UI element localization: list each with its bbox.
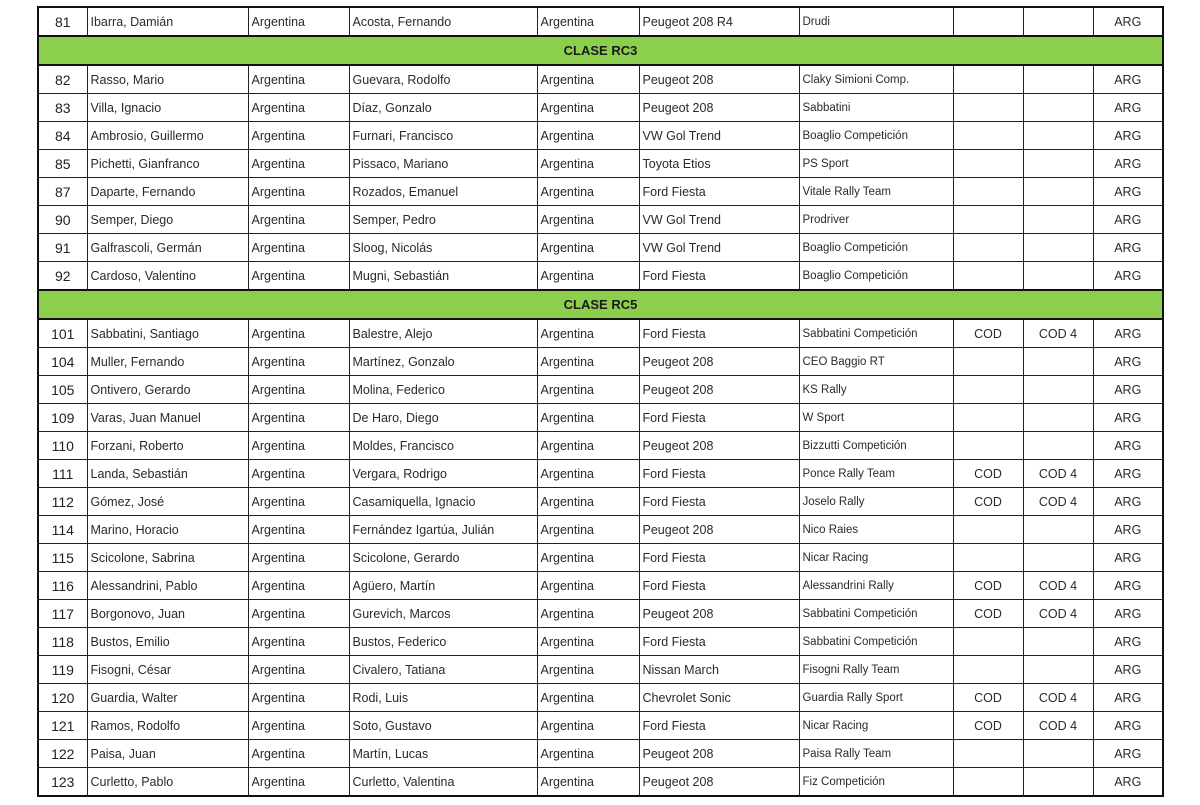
codriver-nationality: Argentina xyxy=(537,628,639,656)
codriver-name: Civalero, Tatiana xyxy=(349,656,537,684)
driver-nationality: Argentina xyxy=(248,656,349,684)
country-code: ARG xyxy=(1093,516,1163,544)
car-number: 109 xyxy=(38,404,87,432)
codriver-name: Vergara, Rodrigo xyxy=(349,460,537,488)
car-number: 91 xyxy=(38,234,87,262)
codriver-name: Balestre, Alejo xyxy=(349,319,537,348)
team-name: Vitale Rally Team xyxy=(799,178,953,206)
car-model: Peugeot 208 xyxy=(639,740,799,768)
entry-row xyxy=(38,376,1163,404)
car-model: VW Gol Trend xyxy=(639,122,799,150)
codriver-nationality: Argentina xyxy=(537,234,639,262)
driver-nationality: Argentina xyxy=(248,178,349,206)
team-name: Sabbatini Competición xyxy=(799,628,953,656)
entry-list-table xyxy=(37,6,1164,797)
car-model: Peugeot 208 xyxy=(639,432,799,460)
car-model: Ford Fiesta xyxy=(639,404,799,432)
codriver-name: Moldes, Francisco xyxy=(349,432,537,460)
cod4-flag xyxy=(1023,516,1093,544)
codriver-name: Agüero, Martín xyxy=(349,572,537,600)
car-model: Ford Fiesta xyxy=(639,488,799,516)
country-code: ARG xyxy=(1093,262,1163,291)
car-model: Peugeot 208 xyxy=(639,768,799,797)
country-code: ARG xyxy=(1093,572,1163,600)
cod-flag xyxy=(953,376,1023,404)
driver-nationality: Argentina xyxy=(248,376,349,404)
codriver-nationality: Argentina xyxy=(537,768,639,797)
driver-nationality: Argentina xyxy=(248,94,349,122)
entry-list-body xyxy=(38,7,1163,796)
driver-nationality: Argentina xyxy=(248,572,349,600)
codriver-nationality: Argentina xyxy=(537,516,639,544)
cod4-flag xyxy=(1023,544,1093,572)
entry-row xyxy=(38,544,1163,572)
country-code: ARG xyxy=(1093,234,1163,262)
cod4-flag xyxy=(1023,348,1093,376)
country-code: ARG xyxy=(1093,7,1163,36)
codriver-name: Acosta, Fernando xyxy=(349,7,537,36)
car-number: 84 xyxy=(38,122,87,150)
entry-row xyxy=(38,768,1163,797)
cod4-flag xyxy=(1023,94,1093,122)
driver-nationality: Argentina xyxy=(248,628,349,656)
driver-nationality: Argentina xyxy=(248,544,349,572)
cod-flag: COD xyxy=(953,572,1023,600)
car-number: 117 xyxy=(38,600,87,628)
entry-row xyxy=(38,600,1163,628)
team-name: Guardia Rally Sport xyxy=(799,684,953,712)
cod4-flag xyxy=(1023,656,1093,684)
car-model: Ford Fiesta xyxy=(639,628,799,656)
cod4-flag: COD 4 xyxy=(1023,460,1093,488)
cod-flag xyxy=(953,432,1023,460)
team-name: Nicar Racing xyxy=(799,712,953,740)
entry-row xyxy=(38,460,1163,488)
driver-name: Bustos, Emilio xyxy=(87,628,248,656)
cod4-flag xyxy=(1023,768,1093,797)
driver-name: Guardia, Walter xyxy=(87,684,248,712)
cod4-flag xyxy=(1023,122,1093,150)
country-code: ARG xyxy=(1093,150,1163,178)
country-code: ARG xyxy=(1093,122,1163,150)
cod-flag xyxy=(953,206,1023,234)
cod-flag: COD xyxy=(953,600,1023,628)
country-code: ARG xyxy=(1093,348,1163,376)
cod4-flag: COD 4 xyxy=(1023,488,1093,516)
cod-flag xyxy=(953,150,1023,178)
cod4-flag xyxy=(1023,628,1093,656)
codriver-name: Rodi, Luis xyxy=(349,684,537,712)
codriver-nationality: Argentina xyxy=(537,7,639,36)
cod-flag: COD xyxy=(953,460,1023,488)
class-label: CLASE RC3 xyxy=(38,36,1163,65)
team-name: KS Rally xyxy=(799,376,953,404)
cod4-flag xyxy=(1023,7,1093,36)
country-code: ARG xyxy=(1093,740,1163,768)
car-number: 101 xyxy=(38,319,87,348)
entry-row xyxy=(38,122,1163,150)
team-name: Drudi xyxy=(799,7,953,36)
team-name: Paisa Rally Team xyxy=(799,740,953,768)
driver-name: Daparte, Fernando xyxy=(87,178,248,206)
cod4-flag xyxy=(1023,376,1093,404)
team-name: Sabbatini Competición xyxy=(799,319,953,348)
country-code: ARG xyxy=(1093,488,1163,516)
car-number: 123 xyxy=(38,768,87,797)
car-model: Ford Fiesta xyxy=(639,572,799,600)
driver-name: Curletto, Pablo xyxy=(87,768,248,797)
class-label: CLASE RC5 xyxy=(38,290,1163,319)
entry-row xyxy=(38,572,1163,600)
country-code: ARG xyxy=(1093,712,1163,740)
cod4-flag xyxy=(1023,234,1093,262)
driver-name: Paisa, Juan xyxy=(87,740,248,768)
driver-name: Cardoso, Valentino xyxy=(87,262,248,291)
driver-name: Villa, Ignacio xyxy=(87,94,248,122)
driver-name: Semper, Diego xyxy=(87,206,248,234)
car-number: 122 xyxy=(38,740,87,768)
driver-name: Fisogni, César xyxy=(87,656,248,684)
car-model: Peugeot 208 R4 xyxy=(639,7,799,36)
cod-flag xyxy=(953,516,1023,544)
country-code: ARG xyxy=(1093,404,1163,432)
entry-row xyxy=(38,234,1163,262)
cod4-flag: COD 4 xyxy=(1023,684,1093,712)
codriver-name: Casamiquella, Ignacio xyxy=(349,488,537,516)
codriver-nationality: Argentina xyxy=(537,319,639,348)
entry-row xyxy=(38,656,1163,684)
codriver-nationality: Argentina xyxy=(537,572,639,600)
driver-nationality: Argentina xyxy=(248,768,349,797)
country-code: ARG xyxy=(1093,460,1163,488)
codriver-name: Soto, Gustavo xyxy=(349,712,537,740)
codriver-name: Scicolone, Gerardo xyxy=(349,544,537,572)
codriver-nationality: Argentina xyxy=(537,150,639,178)
car-number: 114 xyxy=(38,516,87,544)
country-code: ARG xyxy=(1093,319,1163,348)
car-number: 118 xyxy=(38,628,87,656)
driver-name: Ambrosio, Guillermo xyxy=(87,122,248,150)
entry-row xyxy=(38,7,1163,36)
cod4-flag xyxy=(1023,65,1093,94)
codriver-nationality: Argentina xyxy=(537,544,639,572)
driver-name: Marino, Horacio xyxy=(87,516,248,544)
driver-nationality: Argentina xyxy=(248,7,349,36)
car-model: Toyota Etios xyxy=(639,150,799,178)
country-code: ARG xyxy=(1093,432,1163,460)
driver-nationality: Argentina xyxy=(248,600,349,628)
entry-row xyxy=(38,712,1163,740)
cod4-flag xyxy=(1023,740,1093,768)
codriver-name: Sloog, Nicolás xyxy=(349,234,537,262)
team-name: Joselo Rally xyxy=(799,488,953,516)
driver-nationality: Argentina xyxy=(248,262,349,291)
country-code: ARG xyxy=(1093,684,1163,712)
team-name: Alessandrini Rally xyxy=(799,572,953,600)
car-number: 90 xyxy=(38,206,87,234)
country-code: ARG xyxy=(1093,628,1163,656)
entry-row xyxy=(38,740,1163,768)
codriver-nationality: Argentina xyxy=(537,432,639,460)
driver-name: Ontivero, Gerardo xyxy=(87,376,248,404)
cod-flag: COD xyxy=(953,488,1023,516)
cod-flag xyxy=(953,178,1023,206)
car-model: Peugeot 208 xyxy=(639,94,799,122)
entry-row xyxy=(38,404,1163,432)
team-name: Sabbatini xyxy=(799,94,953,122)
codriver-name: Curletto, Valentina xyxy=(349,768,537,797)
cod-flag: COD xyxy=(953,684,1023,712)
entry-row xyxy=(38,319,1163,348)
driver-nationality: Argentina xyxy=(248,404,349,432)
car-number: 81 xyxy=(38,7,87,36)
entry-row xyxy=(38,432,1163,460)
team-name: Fiz Competición xyxy=(799,768,953,797)
country-code: ARG xyxy=(1093,65,1163,94)
codriver-nationality: Argentina xyxy=(537,684,639,712)
team-name: Nico Raies xyxy=(799,516,953,544)
codriver-name: Semper, Pedro xyxy=(349,206,537,234)
team-name: CEO Baggio RT xyxy=(799,348,953,376)
cod-flag xyxy=(953,65,1023,94)
driver-name: Borgonovo, Juan xyxy=(87,600,248,628)
car-model: Nissan March xyxy=(639,656,799,684)
cod4-flag xyxy=(1023,178,1093,206)
codriver-name: Mugni, Sebastián xyxy=(349,262,537,291)
cod4-flag: COD 4 xyxy=(1023,572,1093,600)
codriver-name: Pissaco, Mariano xyxy=(349,150,537,178)
car-model: Ford Fiesta xyxy=(639,712,799,740)
cod4-flag xyxy=(1023,404,1093,432)
driver-name: Ramos, Rodolfo xyxy=(87,712,248,740)
car-number: 121 xyxy=(38,712,87,740)
car-number: 85 xyxy=(38,150,87,178)
codriver-name: De Haro, Diego xyxy=(349,404,537,432)
cod-flag: COD xyxy=(953,712,1023,740)
entry-row xyxy=(38,488,1163,516)
driver-nationality: Argentina xyxy=(248,712,349,740)
entry-row xyxy=(38,516,1163,544)
car-model: Ford Fiesta xyxy=(639,262,799,291)
driver-nationality: Argentina xyxy=(248,234,349,262)
cod-flag xyxy=(953,94,1023,122)
codriver-name: Rozados, Emanuel xyxy=(349,178,537,206)
codriver-name: Martín, Lucas xyxy=(349,740,537,768)
car-model: VW Gol Trend xyxy=(639,234,799,262)
team-name: Ponce Rally Team xyxy=(799,460,953,488)
car-number: 104 xyxy=(38,348,87,376)
codriver-nationality: Argentina xyxy=(537,712,639,740)
car-number: 115 xyxy=(38,544,87,572)
country-code: ARG xyxy=(1093,178,1163,206)
car-model: Peugeot 208 xyxy=(639,65,799,94)
cod4-flag: COD 4 xyxy=(1023,600,1093,628)
team-name: Claky Simioni Comp. xyxy=(799,65,953,94)
cod-flag xyxy=(953,7,1023,36)
entry-row xyxy=(38,150,1163,178)
country-code: ARG xyxy=(1093,656,1163,684)
cod-flag xyxy=(953,544,1023,572)
team-name: Boaglio Competición xyxy=(799,122,953,150)
car-model: Peugeot 208 xyxy=(639,376,799,404)
driver-name: Gómez, José xyxy=(87,488,248,516)
driver-nationality: Argentina xyxy=(248,740,349,768)
driver-name: Landa, Sebastián xyxy=(87,460,248,488)
codriver-name: Bustos, Federico xyxy=(349,628,537,656)
class-header-row xyxy=(38,36,1163,65)
team-name: Boaglio Competición xyxy=(799,262,953,291)
driver-nationality: Argentina xyxy=(248,319,349,348)
cod-flag xyxy=(953,740,1023,768)
driver-nationality: Argentina xyxy=(248,150,349,178)
entry-row xyxy=(38,206,1163,234)
driver-nationality: Argentina xyxy=(248,122,349,150)
entry-row xyxy=(38,684,1163,712)
car-number: 119 xyxy=(38,656,87,684)
cod-flag xyxy=(953,348,1023,376)
driver-nationality: Argentina xyxy=(248,206,349,234)
codriver-nationality: Argentina xyxy=(537,206,639,234)
codriver-nationality: Argentina xyxy=(537,122,639,150)
car-number: 82 xyxy=(38,65,87,94)
driver-nationality: Argentina xyxy=(248,432,349,460)
team-name: Sabbatini Competición xyxy=(799,600,953,628)
car-number: 92 xyxy=(38,262,87,291)
codriver-nationality: Argentina xyxy=(537,262,639,291)
driver-name: Galfrascoli, Germán xyxy=(87,234,248,262)
car-model: VW Gol Trend xyxy=(639,206,799,234)
cod4-flag xyxy=(1023,432,1093,460)
entry-row xyxy=(38,94,1163,122)
codriver-name: Gurevich, Marcos xyxy=(349,600,537,628)
car-number: 83 xyxy=(38,94,87,122)
codriver-name: Fernández Igartúa, Julián xyxy=(349,516,537,544)
cod-flag xyxy=(953,404,1023,432)
car-model: Peugeot 208 xyxy=(639,516,799,544)
entry-row xyxy=(38,178,1163,206)
driver-name: Muller, Fernando xyxy=(87,348,248,376)
driver-name: Ibarra, Damián xyxy=(87,7,248,36)
cod-flag xyxy=(953,628,1023,656)
team-name: Bizzutti Competición xyxy=(799,432,953,460)
car-model: Peugeot 208 xyxy=(639,600,799,628)
codriver-nationality: Argentina xyxy=(537,600,639,628)
cod-flag xyxy=(953,262,1023,291)
driver-nationality: Argentina xyxy=(248,488,349,516)
team-name: PS Sport xyxy=(799,150,953,178)
driver-nationality: Argentina xyxy=(248,516,349,544)
codriver-name: Guevara, Rodolfo xyxy=(349,65,537,94)
car-number: 111 xyxy=(38,460,87,488)
codriver-nationality: Argentina xyxy=(537,740,639,768)
driver-nationality: Argentina xyxy=(248,348,349,376)
cod-flag xyxy=(953,656,1023,684)
driver-nationality: Argentina xyxy=(248,65,349,94)
codriver-nationality: Argentina xyxy=(537,348,639,376)
codriver-name: Furnari, Francisco xyxy=(349,122,537,150)
car-number: 112 xyxy=(38,488,87,516)
codriver-nationality: Argentina xyxy=(537,404,639,432)
driver-name: Forzani, Roberto xyxy=(87,432,248,460)
cod4-flag xyxy=(1023,262,1093,291)
team-name: Boaglio Competición xyxy=(799,234,953,262)
entry-row xyxy=(38,348,1163,376)
car-model: Ford Fiesta xyxy=(639,544,799,572)
codriver-nationality: Argentina xyxy=(537,178,639,206)
entry-row xyxy=(38,262,1163,291)
class-header-row xyxy=(38,290,1163,319)
driver-name: Pichetti, Gianfranco xyxy=(87,150,248,178)
cod-flag xyxy=(953,122,1023,150)
team-name: Prodriver xyxy=(799,206,953,234)
codriver-name: Martínez, Gonzalo xyxy=(349,348,537,376)
country-code: ARG xyxy=(1093,768,1163,797)
country-code: ARG xyxy=(1093,544,1163,572)
team-name: Fisogni Rally Team xyxy=(799,656,953,684)
driver-name: Rasso, Mario xyxy=(87,65,248,94)
car-model: Chevrolet Sonic xyxy=(639,684,799,712)
codriver-nationality: Argentina xyxy=(537,94,639,122)
cod-flag: COD xyxy=(953,319,1023,348)
country-code: ARG xyxy=(1093,376,1163,404)
cod4-flag: COD 4 xyxy=(1023,319,1093,348)
codriver-nationality: Argentina xyxy=(537,460,639,488)
cod-flag xyxy=(953,768,1023,797)
car-model: Peugeot 208 xyxy=(639,348,799,376)
country-code: ARG xyxy=(1093,600,1163,628)
car-number: 87 xyxy=(38,178,87,206)
cod4-flag xyxy=(1023,150,1093,178)
codriver-nationality: Argentina xyxy=(537,376,639,404)
driver-nationality: Argentina xyxy=(248,684,349,712)
team-name: W Sport xyxy=(799,404,953,432)
car-model: Ford Fiesta xyxy=(639,178,799,206)
codriver-nationality: Argentina xyxy=(537,656,639,684)
cod4-flag xyxy=(1023,206,1093,234)
car-number: 116 xyxy=(38,572,87,600)
country-code: ARG xyxy=(1093,94,1163,122)
codriver-nationality: Argentina xyxy=(537,488,639,516)
entry-row xyxy=(38,65,1163,94)
car-model: Ford Fiesta xyxy=(639,319,799,348)
driver-name: Alessandrini, Pablo xyxy=(87,572,248,600)
driver-nationality: Argentina xyxy=(248,460,349,488)
cod4-flag: COD 4 xyxy=(1023,712,1093,740)
car-number: 120 xyxy=(38,684,87,712)
country-code: ARG xyxy=(1093,206,1163,234)
team-name: Nicar Racing xyxy=(799,544,953,572)
driver-name: Varas, Juan Manuel xyxy=(87,404,248,432)
entry-row xyxy=(38,628,1163,656)
codriver-name: Molina, Federico xyxy=(349,376,537,404)
codriver-nationality: Argentina xyxy=(537,65,639,94)
codriver-name: Díaz, Gonzalo xyxy=(349,94,537,122)
driver-name: Scicolone, Sabrina xyxy=(87,544,248,572)
driver-name: Sabbatini, Santiago xyxy=(87,319,248,348)
car-number: 105 xyxy=(38,376,87,404)
cod-flag xyxy=(953,234,1023,262)
car-model: Ford Fiesta xyxy=(639,460,799,488)
car-number: 110 xyxy=(38,432,87,460)
